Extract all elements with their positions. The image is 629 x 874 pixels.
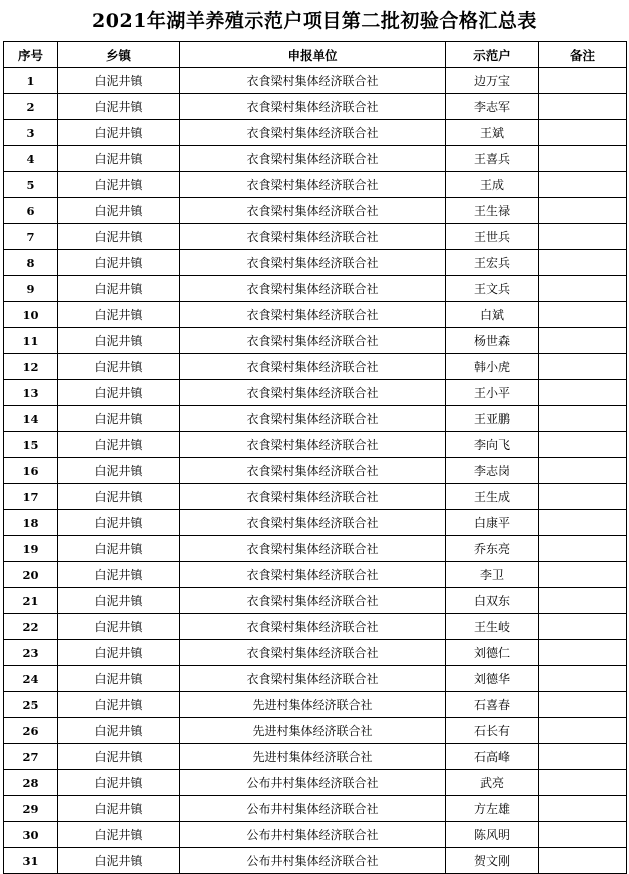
cell-seq: 6 bbox=[4, 198, 58, 224]
cell-unit: 衣食梁村集体经济联合社 bbox=[180, 328, 446, 354]
cell-note bbox=[539, 458, 627, 484]
cell-unit: 衣食梁村集体经济联合社 bbox=[180, 120, 446, 146]
cell-note bbox=[539, 562, 627, 588]
cell-town: 白泥井镇 bbox=[58, 198, 180, 224]
cell-household: 王生岐 bbox=[446, 614, 539, 640]
cell-note bbox=[539, 796, 627, 822]
cell-note bbox=[539, 328, 627, 354]
cell-seq: 8 bbox=[4, 250, 58, 276]
cell-note bbox=[539, 406, 627, 432]
cell-unit: 公布井村集体经济联合社 bbox=[180, 822, 446, 848]
cell-seq: 7 bbox=[4, 224, 58, 250]
cell-note bbox=[539, 822, 627, 848]
cell-town: 白泥井镇 bbox=[58, 692, 180, 718]
cell-household: 武亮 bbox=[446, 770, 539, 796]
cell-seq: 27 bbox=[4, 744, 58, 770]
cell-seq: 11 bbox=[4, 328, 58, 354]
cell-town: 白泥井镇 bbox=[58, 666, 180, 692]
cell-seq: 22 bbox=[4, 614, 58, 640]
cell-town: 白泥井镇 bbox=[58, 536, 180, 562]
cell-note bbox=[539, 276, 627, 302]
header-unit: 申报单位 bbox=[180, 42, 446, 68]
table-row bbox=[4, 458, 627, 484]
cell-note bbox=[539, 68, 627, 94]
cell-town: 白泥井镇 bbox=[58, 614, 180, 640]
cell-note bbox=[539, 224, 627, 250]
cell-town: 白泥井镇 bbox=[58, 276, 180, 302]
cell-unit: 衣食梁村集体经济联合社 bbox=[180, 94, 446, 120]
cell-note bbox=[539, 94, 627, 120]
cell-town: 白泥井镇 bbox=[58, 848, 180, 874]
cell-note bbox=[539, 718, 627, 744]
cell-town: 白泥井镇 bbox=[58, 744, 180, 770]
cell-unit: 先进村集体经济联合社 bbox=[180, 718, 446, 744]
table-row bbox=[4, 848, 627, 874]
cell-unit: 衣食梁村集体经济联合社 bbox=[180, 562, 446, 588]
cell-unit: 衣食梁村集体经济联合社 bbox=[180, 614, 446, 640]
cell-note bbox=[539, 848, 627, 874]
cell-seq: 13 bbox=[4, 380, 58, 406]
cell-town: 白泥井镇 bbox=[58, 484, 180, 510]
cell-household: 刘德华 bbox=[446, 666, 539, 692]
cell-seq: 24 bbox=[4, 666, 58, 692]
cell-note bbox=[539, 432, 627, 458]
cell-household: 王成 bbox=[446, 172, 539, 198]
cell-unit: 公布井村集体经济联合社 bbox=[180, 848, 446, 874]
cell-seq: 3 bbox=[4, 120, 58, 146]
table-row bbox=[4, 666, 627, 692]
cell-household: 白斌 bbox=[446, 302, 539, 328]
cell-unit: 衣食梁村集体经济联合社 bbox=[180, 666, 446, 692]
table-row bbox=[4, 380, 627, 406]
cell-town: 白泥井镇 bbox=[58, 354, 180, 380]
cell-note bbox=[539, 250, 627, 276]
cell-household: 王生禄 bbox=[446, 198, 539, 224]
table-row bbox=[4, 614, 627, 640]
cell-household: 王生成 bbox=[446, 484, 539, 510]
table-row bbox=[4, 172, 627, 198]
cell-town: 白泥井镇 bbox=[58, 328, 180, 354]
table-row bbox=[4, 224, 627, 250]
cell-town: 白泥井镇 bbox=[58, 796, 180, 822]
cell-unit: 衣食梁村集体经济联合社 bbox=[180, 406, 446, 432]
cell-town: 白泥井镇 bbox=[58, 380, 180, 406]
cell-seq: 12 bbox=[4, 354, 58, 380]
cell-town: 白泥井镇 bbox=[58, 146, 180, 172]
cell-household: 刘德仁 bbox=[446, 640, 539, 666]
header-note: 备注 bbox=[539, 42, 627, 68]
cell-note bbox=[539, 484, 627, 510]
table-row bbox=[4, 146, 627, 172]
cell-town: 白泥井镇 bbox=[58, 172, 180, 198]
cell-household: 李卫 bbox=[446, 562, 539, 588]
table-row bbox=[4, 484, 627, 510]
header-town: 乡镇 bbox=[58, 42, 180, 68]
cell-town: 白泥井镇 bbox=[58, 458, 180, 484]
table-row bbox=[4, 744, 627, 770]
cell-unit: 先进村集体经济联合社 bbox=[180, 692, 446, 718]
cell-household: 王小平 bbox=[446, 380, 539, 406]
cell-seq: 23 bbox=[4, 640, 58, 666]
cell-note bbox=[539, 588, 627, 614]
cell-town: 白泥井镇 bbox=[58, 224, 180, 250]
cell-seq: 21 bbox=[4, 588, 58, 614]
cell-unit: 衣食梁村集体经济联合社 bbox=[180, 68, 446, 94]
table-row bbox=[4, 770, 627, 796]
cell-household: 韩小虎 bbox=[446, 354, 539, 380]
cell-town: 白泥井镇 bbox=[58, 432, 180, 458]
cell-note bbox=[539, 536, 627, 562]
header-household: 示范户 bbox=[446, 42, 539, 68]
table-row bbox=[4, 822, 627, 848]
table-row bbox=[4, 94, 627, 120]
cell-town: 白泥井镇 bbox=[58, 640, 180, 666]
cell-unit: 衣食梁村集体经济联合社 bbox=[180, 172, 446, 198]
table-row bbox=[4, 562, 627, 588]
cell-note bbox=[539, 666, 627, 692]
table-row bbox=[4, 406, 627, 432]
cell-unit: 公布井村集体经济联合社 bbox=[180, 770, 446, 796]
cell-household: 边万宝 bbox=[446, 68, 539, 94]
cell-seq: 9 bbox=[4, 276, 58, 302]
table-row bbox=[4, 692, 627, 718]
cell-unit: 衣食梁村集体经济联合社 bbox=[180, 536, 446, 562]
cell-unit: 衣食梁村集体经济联合社 bbox=[180, 276, 446, 302]
table-row bbox=[4, 198, 627, 224]
cell-unit: 衣食梁村集体经济联合社 bbox=[180, 380, 446, 406]
cell-seq: 30 bbox=[4, 822, 58, 848]
cell-note bbox=[539, 302, 627, 328]
cell-household: 石长有 bbox=[446, 718, 539, 744]
cell-note bbox=[539, 198, 627, 224]
cell-note bbox=[539, 744, 627, 770]
cell-seq: 2 bbox=[4, 94, 58, 120]
cell-note bbox=[539, 640, 627, 666]
table-row bbox=[4, 718, 627, 744]
cell-unit: 先进村集体经济联合社 bbox=[180, 744, 446, 770]
cell-seq: 4 bbox=[4, 146, 58, 172]
cell-note bbox=[539, 692, 627, 718]
cell-household: 李志岗 bbox=[446, 458, 539, 484]
cell-household: 王亚鹏 bbox=[446, 406, 539, 432]
cell-seq: 19 bbox=[4, 536, 58, 562]
table-row bbox=[4, 120, 627, 146]
cell-town: 白泥井镇 bbox=[58, 406, 180, 432]
cell-note bbox=[539, 510, 627, 536]
table-row bbox=[4, 328, 627, 354]
cell-unit: 衣食梁村集体经济联合社 bbox=[180, 484, 446, 510]
cell-unit: 衣食梁村集体经济联合社 bbox=[180, 224, 446, 250]
table-row bbox=[4, 510, 627, 536]
cell-town: 白泥井镇 bbox=[58, 822, 180, 848]
cell-seq: 18 bbox=[4, 510, 58, 536]
cell-household: 石高峰 bbox=[446, 744, 539, 770]
cell-seq: 28 bbox=[4, 770, 58, 796]
table-row bbox=[4, 276, 627, 302]
cell-town: 白泥井镇 bbox=[58, 718, 180, 744]
cell-household: 贺文刚 bbox=[446, 848, 539, 874]
cell-unit: 衣食梁村集体经济联合社 bbox=[180, 432, 446, 458]
cell-town: 白泥井镇 bbox=[58, 250, 180, 276]
cell-household: 李志军 bbox=[446, 94, 539, 120]
cell-seq: 20 bbox=[4, 562, 58, 588]
cell-seq: 29 bbox=[4, 796, 58, 822]
cell-seq: 31 bbox=[4, 848, 58, 874]
cell-seq: 17 bbox=[4, 484, 58, 510]
cell-household: 李向飞 bbox=[446, 432, 539, 458]
cell-town: 白泥井镇 bbox=[58, 770, 180, 796]
cell-seq: 15 bbox=[4, 432, 58, 458]
cell-unit: 衣食梁村集体经济联合社 bbox=[180, 198, 446, 224]
cell-household: 王宏兵 bbox=[446, 250, 539, 276]
cell-seq: 14 bbox=[4, 406, 58, 432]
table-row bbox=[4, 640, 627, 666]
cell-seq: 26 bbox=[4, 718, 58, 744]
cell-seq: 1 bbox=[4, 68, 58, 94]
cell-unit: 公布井村集体经济联合社 bbox=[180, 796, 446, 822]
cell-seq: 25 bbox=[4, 692, 58, 718]
cell-household: 石喜春 bbox=[446, 692, 539, 718]
cell-household: 王文兵 bbox=[446, 276, 539, 302]
cell-household: 王世兵 bbox=[446, 224, 539, 250]
table-row bbox=[4, 68, 627, 94]
cell-unit: 衣食梁村集体经济联合社 bbox=[180, 510, 446, 536]
cell-note bbox=[539, 172, 627, 198]
table-body bbox=[4, 68, 627, 874]
cell-seq: 16 bbox=[4, 458, 58, 484]
cell-household: 方左雄 bbox=[446, 796, 539, 822]
cell-unit: 衣食梁村集体经济联合社 bbox=[180, 588, 446, 614]
cell-town: 白泥井镇 bbox=[58, 562, 180, 588]
table-row bbox=[4, 250, 627, 276]
cell-unit: 衣食梁村集体经济联合社 bbox=[180, 250, 446, 276]
cell-unit: 衣食梁村集体经济联合社 bbox=[180, 640, 446, 666]
cell-note bbox=[539, 380, 627, 406]
cell-household: 白双东 bbox=[446, 588, 539, 614]
cell-town: 白泥井镇 bbox=[58, 302, 180, 328]
cell-town: 白泥井镇 bbox=[58, 68, 180, 94]
summary-table bbox=[3, 41, 627, 874]
table-row bbox=[4, 432, 627, 458]
cell-note bbox=[539, 354, 627, 380]
cell-seq: 10 bbox=[4, 302, 58, 328]
cell-note bbox=[539, 770, 627, 796]
cell-town: 白泥井镇 bbox=[58, 510, 180, 536]
header-seq: 序号 bbox=[4, 42, 58, 68]
cell-household: 白康平 bbox=[446, 510, 539, 536]
cell-unit: 衣食梁村集体经济联合社 bbox=[180, 458, 446, 484]
cell-note bbox=[539, 146, 627, 172]
cell-household: 乔东亮 bbox=[446, 536, 539, 562]
cell-unit: 衣食梁村集体经济联合社 bbox=[180, 354, 446, 380]
cell-note bbox=[539, 614, 627, 640]
cell-household: 杨世森 bbox=[446, 328, 539, 354]
cell-household: 王喜兵 bbox=[446, 146, 539, 172]
document-title: 2021年湖羊养殖示范户项目第二批初验合格汇总表 bbox=[92, 10, 537, 32]
cell-household: 陈风明 bbox=[446, 822, 539, 848]
table-row bbox=[4, 354, 627, 380]
cell-unit: 衣食梁村集体经济联合社 bbox=[180, 146, 446, 172]
cell-note bbox=[539, 120, 627, 146]
cell-town: 白泥井镇 bbox=[58, 94, 180, 120]
table-row bbox=[4, 536, 627, 562]
cell-town: 白泥井镇 bbox=[58, 588, 180, 614]
cell-household: 王斌 bbox=[446, 120, 539, 146]
table-row bbox=[4, 302, 627, 328]
table-row bbox=[4, 796, 627, 822]
cell-town: 白泥井镇 bbox=[58, 120, 180, 146]
table-header-row bbox=[4, 42, 627, 68]
cell-seq: 5 bbox=[4, 172, 58, 198]
table-row bbox=[4, 588, 627, 614]
cell-unit: 衣食梁村集体经济联合社 bbox=[180, 302, 446, 328]
